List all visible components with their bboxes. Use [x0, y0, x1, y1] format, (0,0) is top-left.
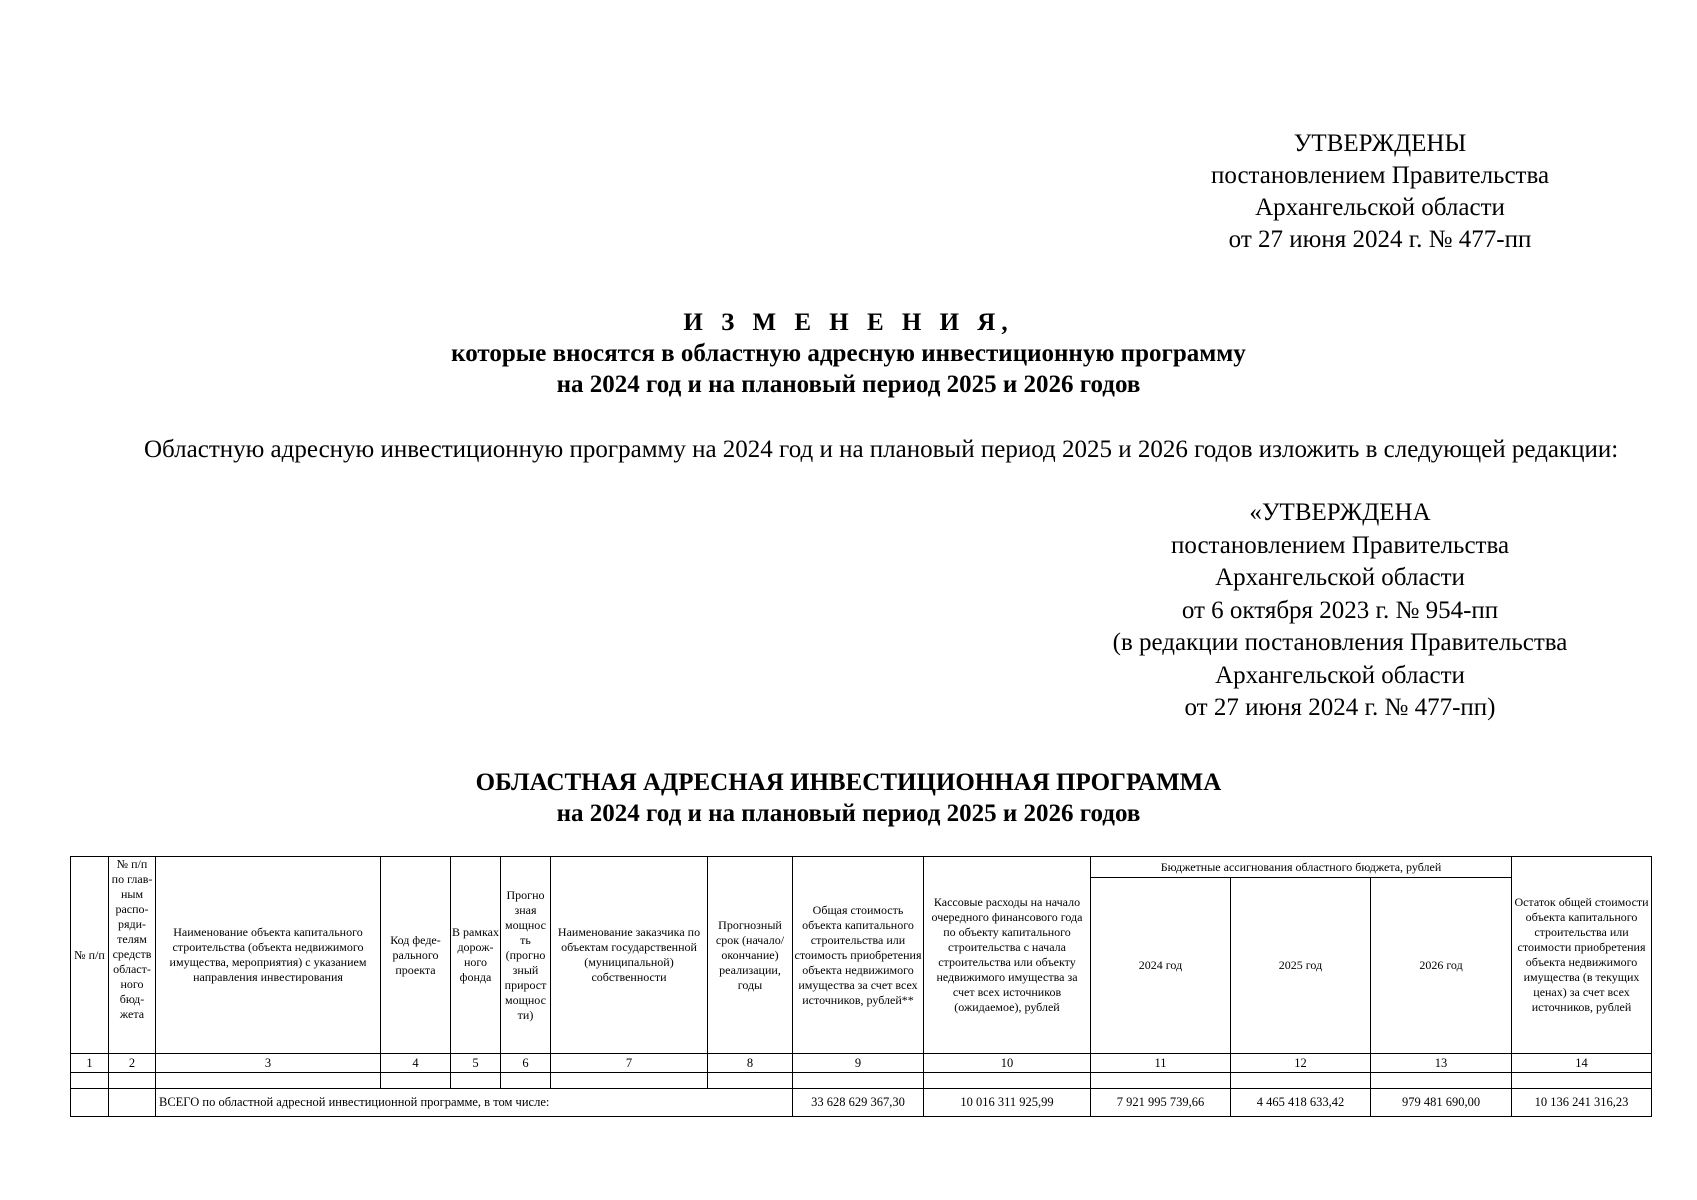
- total-empty-cell: [71, 1089, 109, 1117]
- intro-paragraph: Областную адресную инвестиционную программу на 2024 год и на плановый период 2025 и 2026 годов изложить в следующей редакции:: [144, 436, 1619, 463]
- changes-title-line2: которые вносятся в областную адресную инвестиционную программу: [451, 340, 1246, 367]
- approval-second-line7: от 27 июня 2024 г. № 477-пп): [1184, 694, 1496, 721]
- blank-cell: [109, 1073, 156, 1089]
- approval-top-line1: УТВЕРЖДЕНЫ: [1293, 130, 1467, 157]
- approval-top-line2: постановлением Правительства: [1210, 162, 1550, 189]
- header-total-cost: Общая стоимость объекта капитального строительства или стоимость приобретения объекта недвижимого имущества за счет всех источников, рублей**: [793, 857, 924, 1054]
- program-title-line1: ОБЛАСТНАЯ АДРЕСНАЯ ИНВЕСТИЦИОННАЯ ПРОГРАММА: [475, 769, 1222, 796]
- column-number: 8: [708, 1054, 793, 1073]
- allocation-2025-value: 4 465 418 633,42: [1231, 1089, 1371, 1117]
- program-title: [0, 767, 1697, 829]
- column-number: 12: [1231, 1054, 1371, 1073]
- approval-second-line2: постановлением Правительства: [1170, 531, 1510, 559]
- column-number: 9: [793, 1054, 924, 1073]
- approval-second-line6: Архангельской области: [1215, 661, 1465, 689]
- column-number: 10: [924, 1054, 1091, 1073]
- header-budget-allocations-group: Бюджетные ассигнования областного бюджета, рублей: [1091, 857, 1512, 878]
- changes-title-line3: на 2024 год и на плановый период 2025 и 2026 годов: [556, 371, 1141, 398]
- approval-top-line3: Архангельской области: [1255, 194, 1505, 221]
- header-year-2024: 2024 год: [1091, 878, 1231, 1054]
- blank-cell: [1371, 1073, 1512, 1089]
- column-number: 4: [381, 1054, 451, 1073]
- approval-block-top: [1180, 128, 1580, 256]
- blank-cell: [708, 1073, 793, 1089]
- blank-cell: [71, 1073, 109, 1089]
- column-number: 7: [551, 1054, 708, 1073]
- table-header-row: [71, 857, 1652, 878]
- header-forecast-period: Прогнозный срок (начало/ окончание) реализации, годы: [708, 857, 793, 1054]
- column-number: 2: [109, 1054, 156, 1073]
- blank-cell: [156, 1073, 381, 1089]
- blank-cell: [1231, 1073, 1371, 1089]
- total-row-label: ВСЕГО по областной адресной инвестиционной программе, в том числе:: [156, 1089, 793, 1117]
- header-federal-project-code: Код феде-рального проекта: [381, 857, 451, 1054]
- blank-cell: [924, 1073, 1091, 1089]
- header-forecast-capacity: Прогно зная мощнос ть (прогно зный прирост мощнос ти): [501, 857, 551, 1054]
- approval-second-line5: (в редакции постановления Правительства: [1112, 629, 1568, 656]
- blank-cell: [1091, 1073, 1231, 1089]
- remainder-value: 10 136 241 316,23: [1512, 1089, 1652, 1117]
- header-cash-expenses: Кассовые расходы на начало очередного финансового года по объекту капитального строительства с начала строительства или объекту недвижимого имущества за счет всех источников (ожидаемое), рублей: [924, 857, 1091, 1054]
- total-cost-value: 33 628 629 367,30: [793, 1089, 924, 1117]
- total-row: [71, 1089, 1652, 1117]
- allocation-2026-value: 979 481 690,00: [1371, 1089, 1512, 1117]
- header-cost-remainder: Остаток общей стоимости объекта капитального строительства или стоимости приобретения объекта недвижимого имущества (в текущих ценах) за счет всех источников, рублей: [1512, 857, 1652, 1054]
- blank-cell: [551, 1073, 708, 1089]
- column-number: 6: [501, 1054, 551, 1073]
- approval-top-line4: от 27 июня 2024 г. № 477-пп: [1228, 226, 1532, 253]
- approval-block-second: [1070, 497, 1610, 725]
- program-title-line2: на 2024 год и на плановый период 2025 и 2026 годов: [556, 800, 1141, 827]
- total-empty-cell: [109, 1089, 156, 1117]
- column-number: 14: [1512, 1054, 1652, 1073]
- approval-second-line4: от 6 октября 2023 г. № 954-пп: [1181, 596, 1499, 624]
- column-number: 1: [71, 1054, 109, 1073]
- allocation-2024-value: 7 921 995 739,66: [1091, 1089, 1231, 1117]
- header-row-number-by-manager: № п/п по глав-ным распо-ряди-телям средств област-ного бюд-жета: [109, 857, 156, 1054]
- column-number-row: [71, 1054, 1652, 1073]
- column-number: 11: [1091, 1054, 1231, 1073]
- blank-cell: [793, 1073, 924, 1089]
- investment-program-table: [70, 856, 1652, 1117]
- header-row-number: № п/п: [71, 857, 109, 1054]
- approval-second-line3: Архангельской области: [1215, 564, 1465, 591]
- approval-second-line1: «УТВЕРЖДЕНА: [1249, 499, 1431, 526]
- blank-cell: [381, 1073, 451, 1089]
- blank-cell: [451, 1073, 501, 1089]
- column-number: 3: [156, 1054, 381, 1073]
- blank-row: [71, 1073, 1652, 1089]
- changes-title: [0, 307, 1697, 400]
- header-road-fund: В рамках дорож-ного фонда: [451, 857, 501, 1054]
- header-year-2025: 2025 год: [1231, 878, 1371, 1054]
- header-object-name: Наименование объекта капитального строительства (объекта недвижимого имущества, мероприятия) с указанием направления инвестирования: [156, 857, 381, 1054]
- blank-cell: [1512, 1073, 1652, 1089]
- column-number: 13: [1371, 1054, 1512, 1073]
- header-year-2026: 2026 год: [1371, 878, 1512, 1054]
- cash-expenses-value: 10 016 311 925,99: [924, 1089, 1091, 1117]
- changes-title-line1: И З М Е Н Е Н И Я,: [683, 309, 1014, 336]
- blank-cell: [501, 1073, 551, 1089]
- column-number: 5: [451, 1054, 501, 1073]
- header-customer-name: Наименование заказчика по объектам государственной (муниципальной) собственности: [551, 857, 708, 1054]
